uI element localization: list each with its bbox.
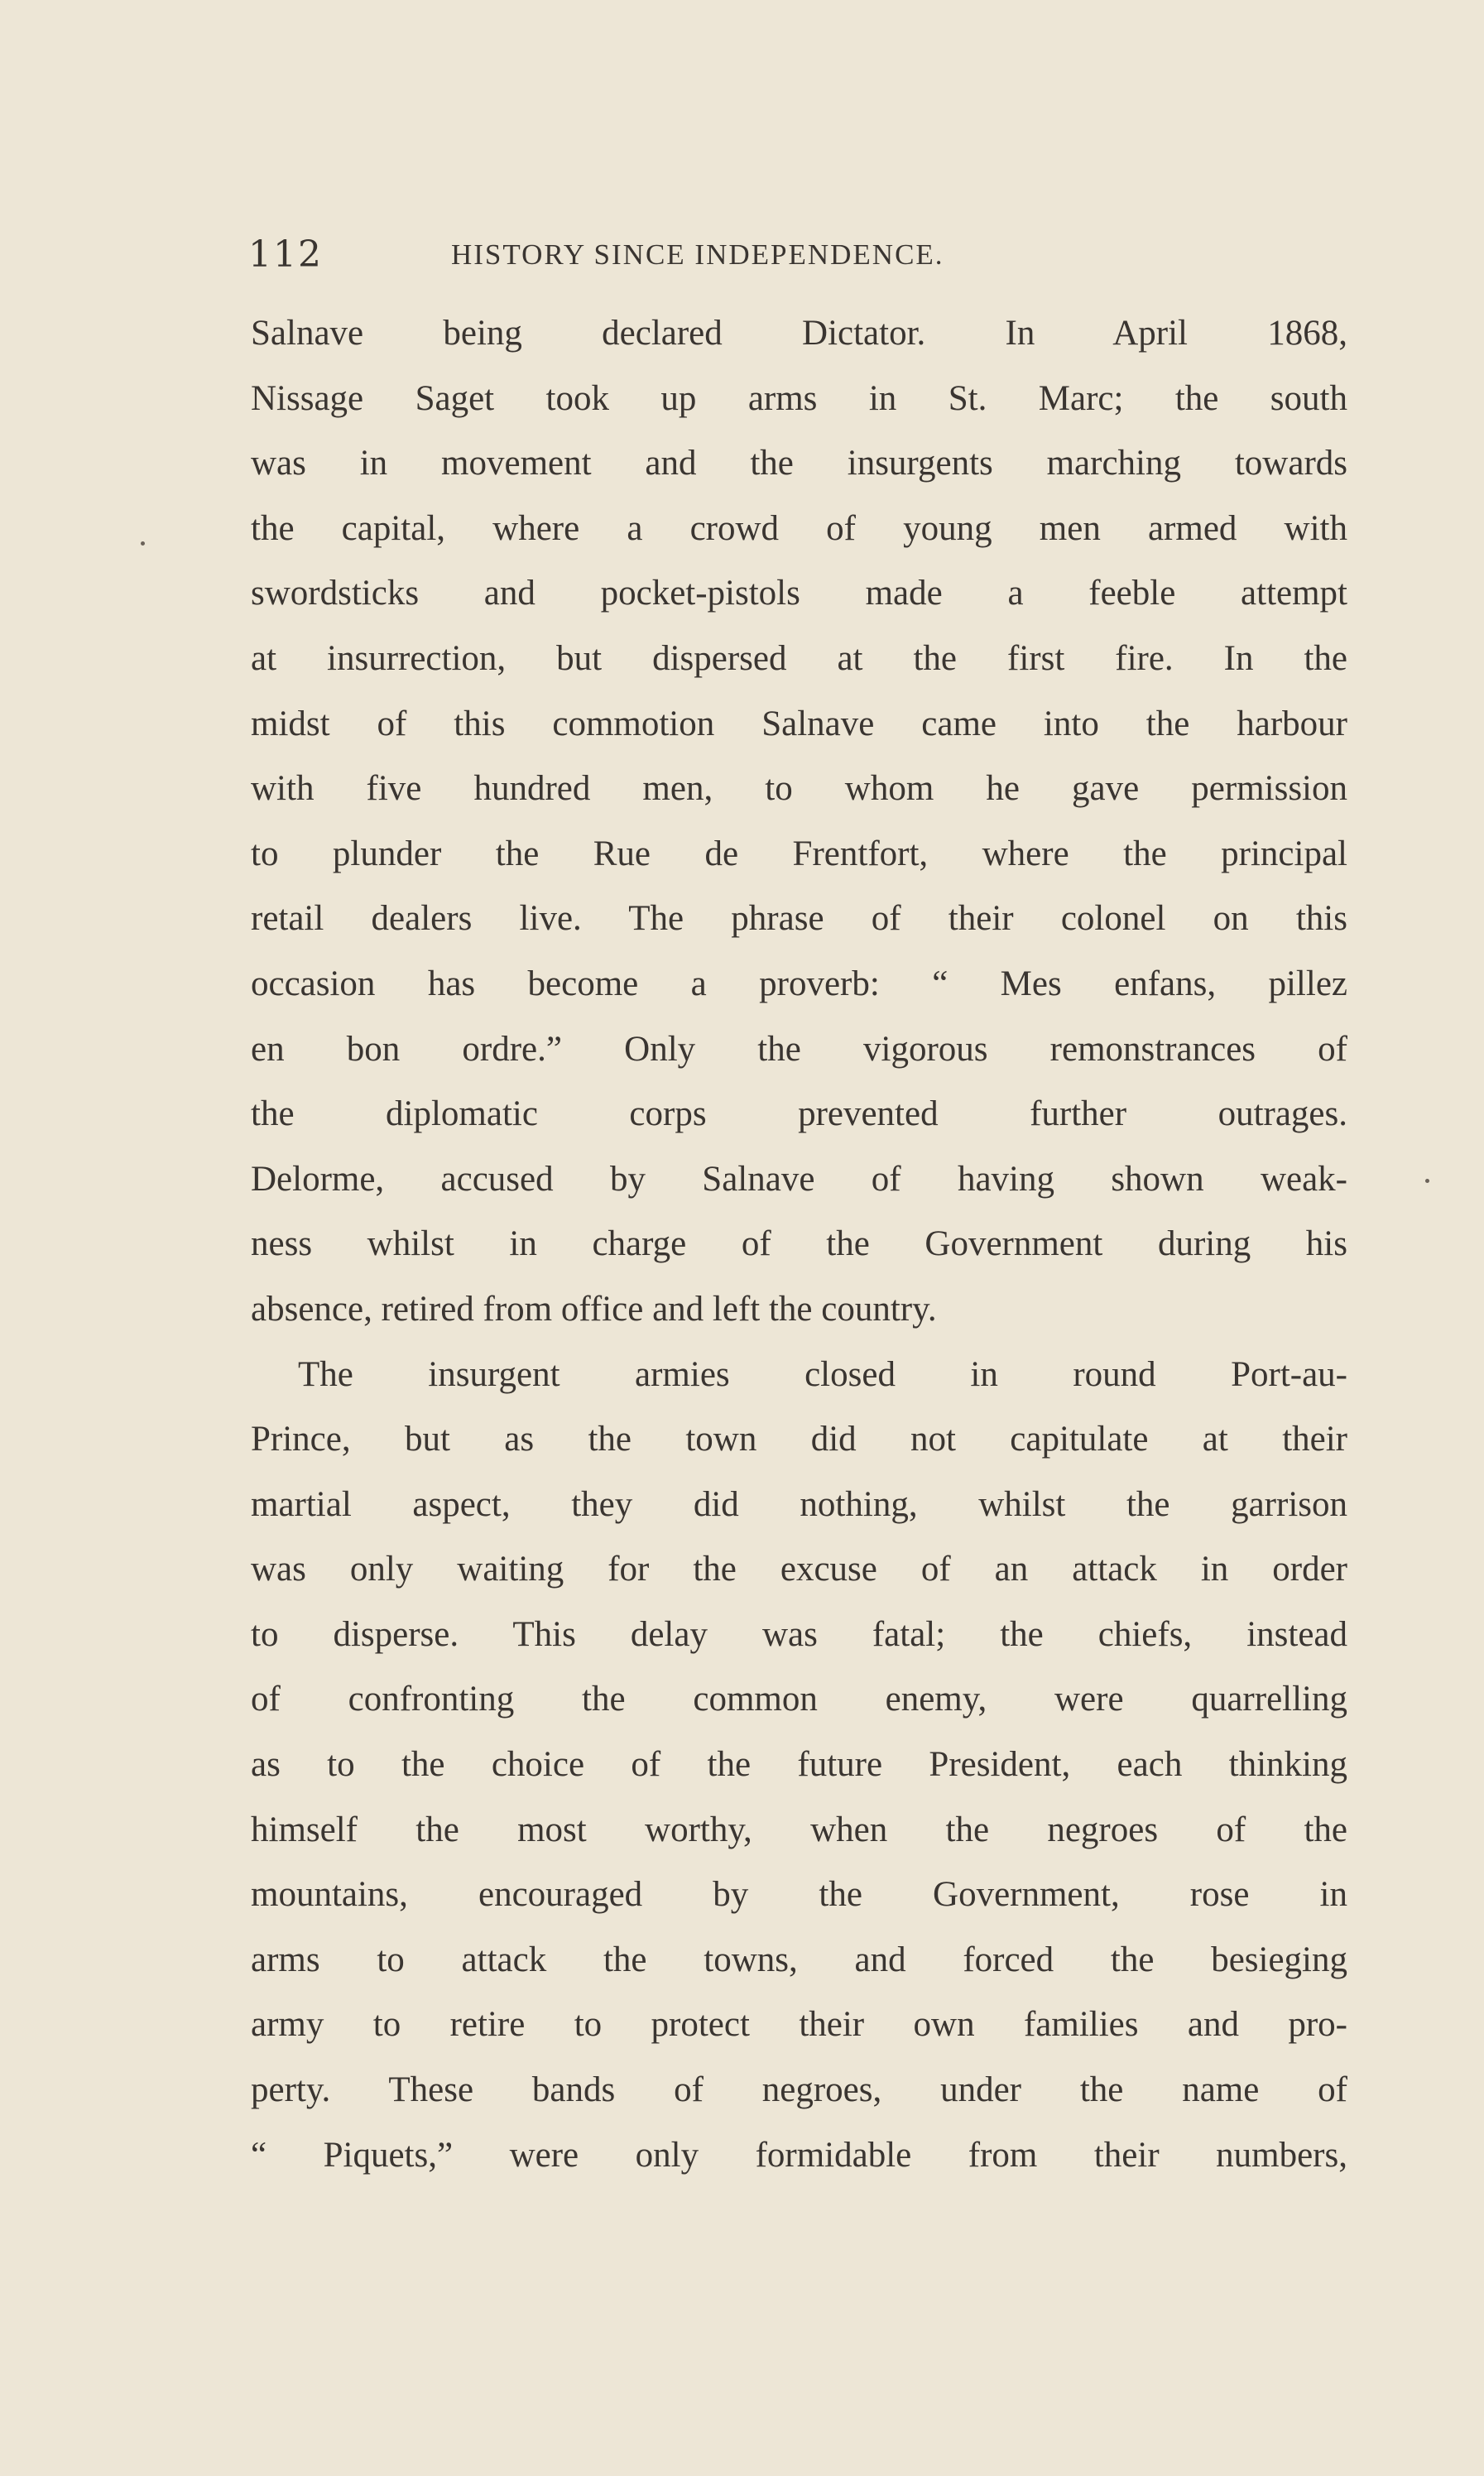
text-line: The insurgent armies closed in round Port-au- — [298, 1354, 1347, 1394]
text-line: Nissage Saget took up arms in St. Marc; the south — [251, 378, 1347, 418]
text-line: with five hundred men, to whom he gave permission — [251, 769, 1347, 809]
running-head: HISTORY SINCE INDEPENDENCE. — [451, 238, 944, 271]
margin-speck — [1425, 1179, 1429, 1183]
body-text — [251, 301, 1347, 2188]
text-line: at insurrection, but dispersed at the first fire. In the — [251, 638, 1347, 678]
text-line: absence, retired from office and left the country. — [251, 1289, 937, 1329]
text-line: occasion has become a proverb: “ Mes enfans, pillez — [251, 964, 1347, 1003]
text-line: mountains, encouraged by the Government, rose in — [251, 1875, 1347, 1915]
text-line: retail dealers live. The phrase of their colonel on this — [251, 899, 1347, 939]
text-line: to plunder the Rue de Frentfort, where the principal — [251, 834, 1347, 873]
text-line: “ Piquets,” were only formidable from their numbers, — [251, 2135, 1347, 2175]
page-header — [248, 233, 1349, 283]
text-line: the diplomatic corps prevented further outrages. — [251, 1094, 1347, 1134]
text-line: perty. These bands of negroes, under the name of — [251, 2070, 1347, 2110]
text-line: Delorme, accused by Salnave of having shown weak- — [251, 1159, 1347, 1199]
text-line: Salnave being declared Dictator. In April 1868, — [251, 314, 1347, 353]
text-line: Prince, but as the town did not capitulate at their — [251, 1420, 1347, 1459]
text-line: arms to attack the towns, and forced the besieging — [251, 1940, 1347, 1979]
text-line: of confronting the common enemy, were quarrelling — [251, 1680, 1347, 1719]
text-line: was in movement and the insurgents marching towards — [251, 444, 1347, 483]
text-line: army to retire to protect their own families and pro- — [251, 2005, 1347, 2045]
text-line: the capital, where a crowd of young men armed with — [251, 508, 1347, 548]
text-line: himself the most worthy, when the negroes of the — [251, 1810, 1347, 1849]
page-number: 112 — [248, 233, 323, 276]
text-line: to disperse. This delay was fatal; the chiefs, instead — [251, 1614, 1347, 1654]
text-line: midst of this commotion Salnave came into the harbour — [251, 704, 1347, 743]
text-line: as to the choice of the future President, each thinking — [251, 1745, 1347, 1785]
text-line: was only waiting for the excuse of an attack in order — [251, 1550, 1347, 1589]
text-line: martial aspect, they did nothing, whilst the garrison — [251, 1484, 1347, 1524]
text-line: en bon ordre.” Only the vigorous remonstrances of — [251, 1029, 1347, 1069]
margin-speck — [141, 541, 145, 546]
text-line: ness whilst in charge of the Government during his — [251, 1224, 1347, 1264]
text-line: swordsticks and pocket-pistols made a feeble attempt — [251, 574, 1347, 613]
